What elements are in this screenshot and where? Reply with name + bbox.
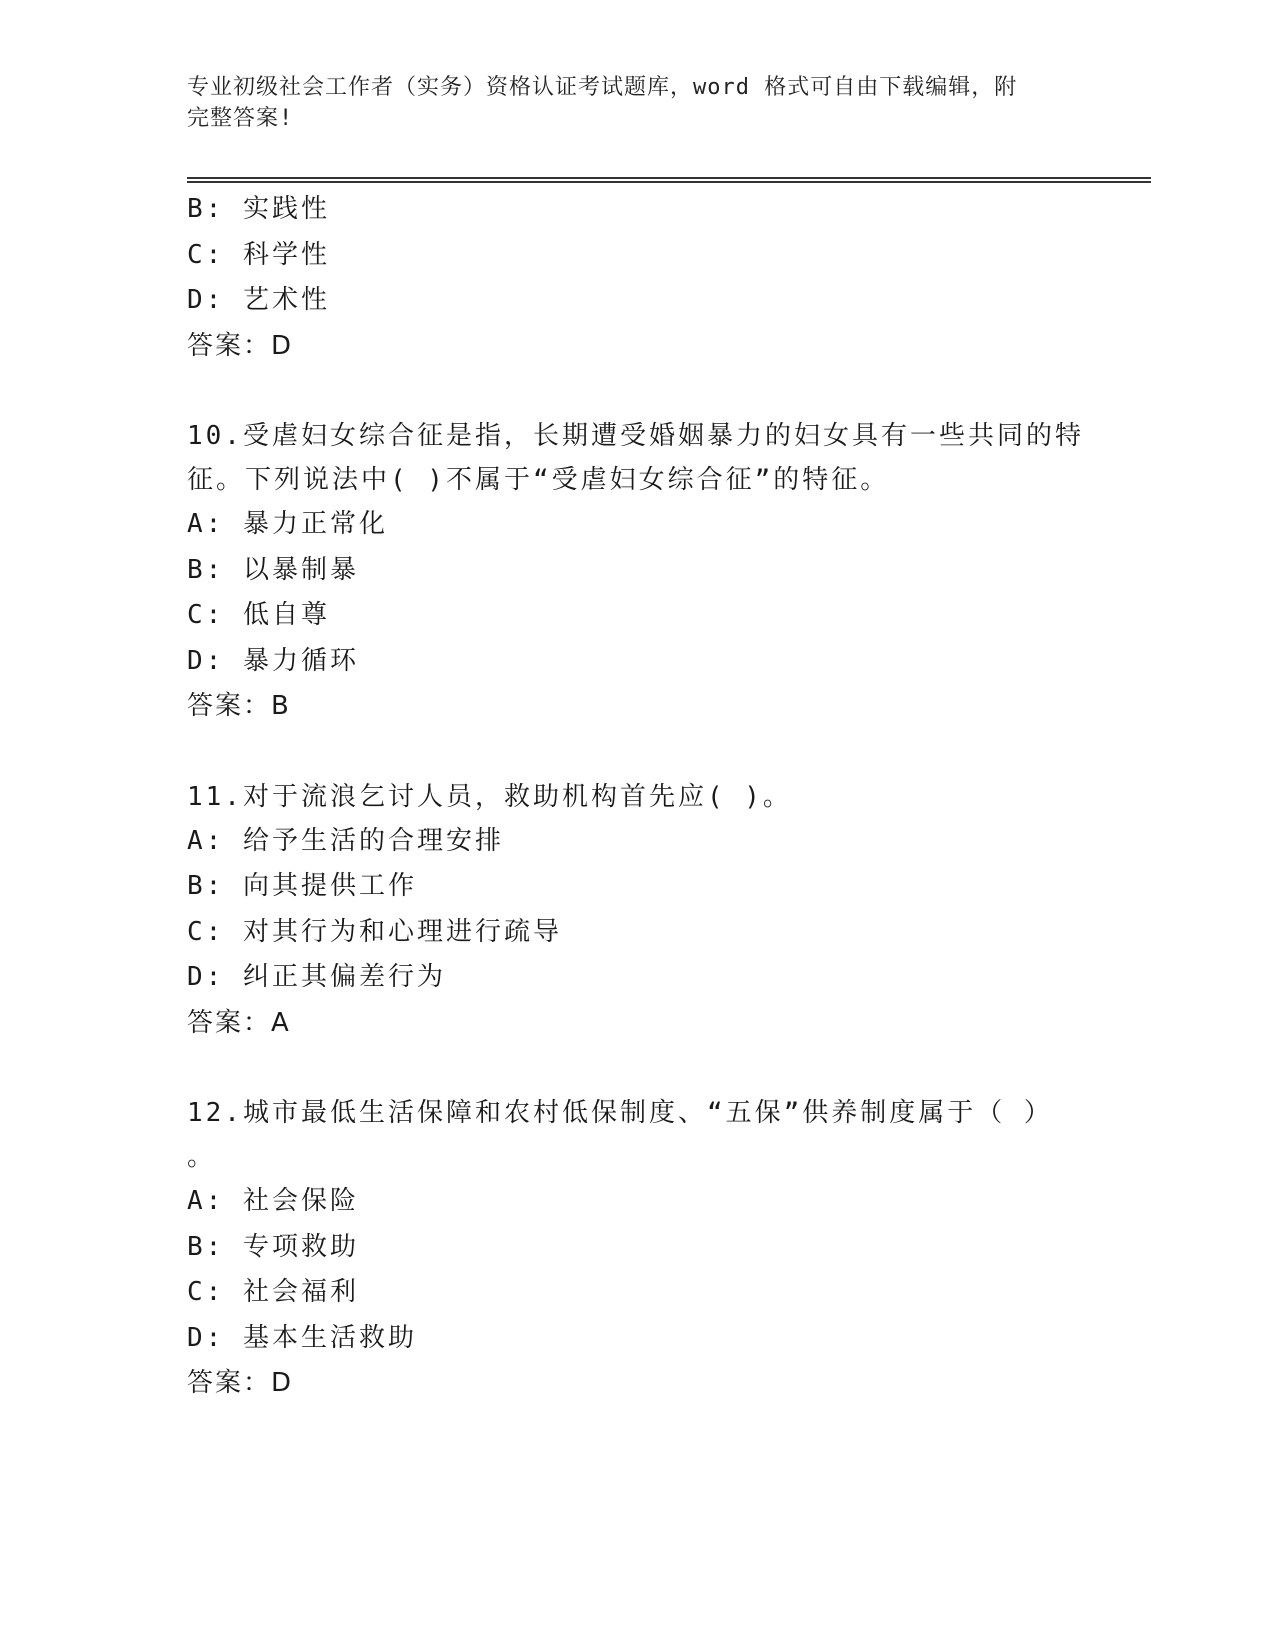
option-d: D: 暴力循环 xyxy=(187,645,359,676)
option-c: C: 科学性 xyxy=(187,239,330,270)
question-text: 征。下列说法中( )不属于“受虐妇女综合征”的特征。 xyxy=(187,465,890,495)
option-c: C: 社会福利 xyxy=(187,1277,359,1307)
option-c: C: 低自尊 xyxy=(187,600,330,630)
option-c: C: 对其行为和心理进行疏导 xyxy=(187,916,562,947)
option-b: B: 专项救助 xyxy=(187,1231,359,1262)
document-header xyxy=(187,72,1087,134)
question-block-11 xyxy=(187,775,1087,1047)
question-text: 。 xyxy=(187,1142,217,1172)
question-text: 10.受虐妇女综合征是指，长期遭受婚姻暴力的妇女具有一些共同的特 xyxy=(187,421,1084,451)
question-block-prev xyxy=(187,187,1087,369)
option-d: D: 艺术性 xyxy=(187,285,330,315)
option-a: A: 暴力正常化 xyxy=(187,509,388,539)
option-d: D: 基本生活救助 xyxy=(187,1322,417,1353)
question-text: 11.对于流浪乞讨人员，救助机构首先应( )。 xyxy=(187,781,792,812)
answer-line: 答案：A xyxy=(187,1007,291,1038)
question-block-10 xyxy=(187,414,1087,730)
answer-line: 答案：D xyxy=(187,1368,294,1398)
option-a: A: 给予生活的合理安排 xyxy=(187,825,504,856)
answer-line: 答案：B xyxy=(187,691,291,721)
question-block-12 xyxy=(187,1091,1087,1407)
header-line: 专业初级社会工作者（实务）资格认证考试题库，word 格式可自由下载编辑，附 xyxy=(187,75,1018,100)
question-content xyxy=(187,187,1087,1407)
option-b: B: 向其提供工作 xyxy=(187,871,417,901)
question-text: 12.城市最低生活保障和农村低保制度、“五保”供养制度属于（ ） xyxy=(187,1098,1053,1128)
header-line: 完整答案! xyxy=(187,106,294,131)
header-divider xyxy=(187,177,1151,183)
answer-line: 答案：D xyxy=(187,330,294,361)
option-a: A: 社会保险 xyxy=(187,1186,359,1216)
option-b: B: 实践性 xyxy=(187,194,330,224)
option-b: B: 以暴制暴 xyxy=(187,554,359,585)
option-d: D: 纠正其偏差行为 xyxy=(187,962,446,992)
